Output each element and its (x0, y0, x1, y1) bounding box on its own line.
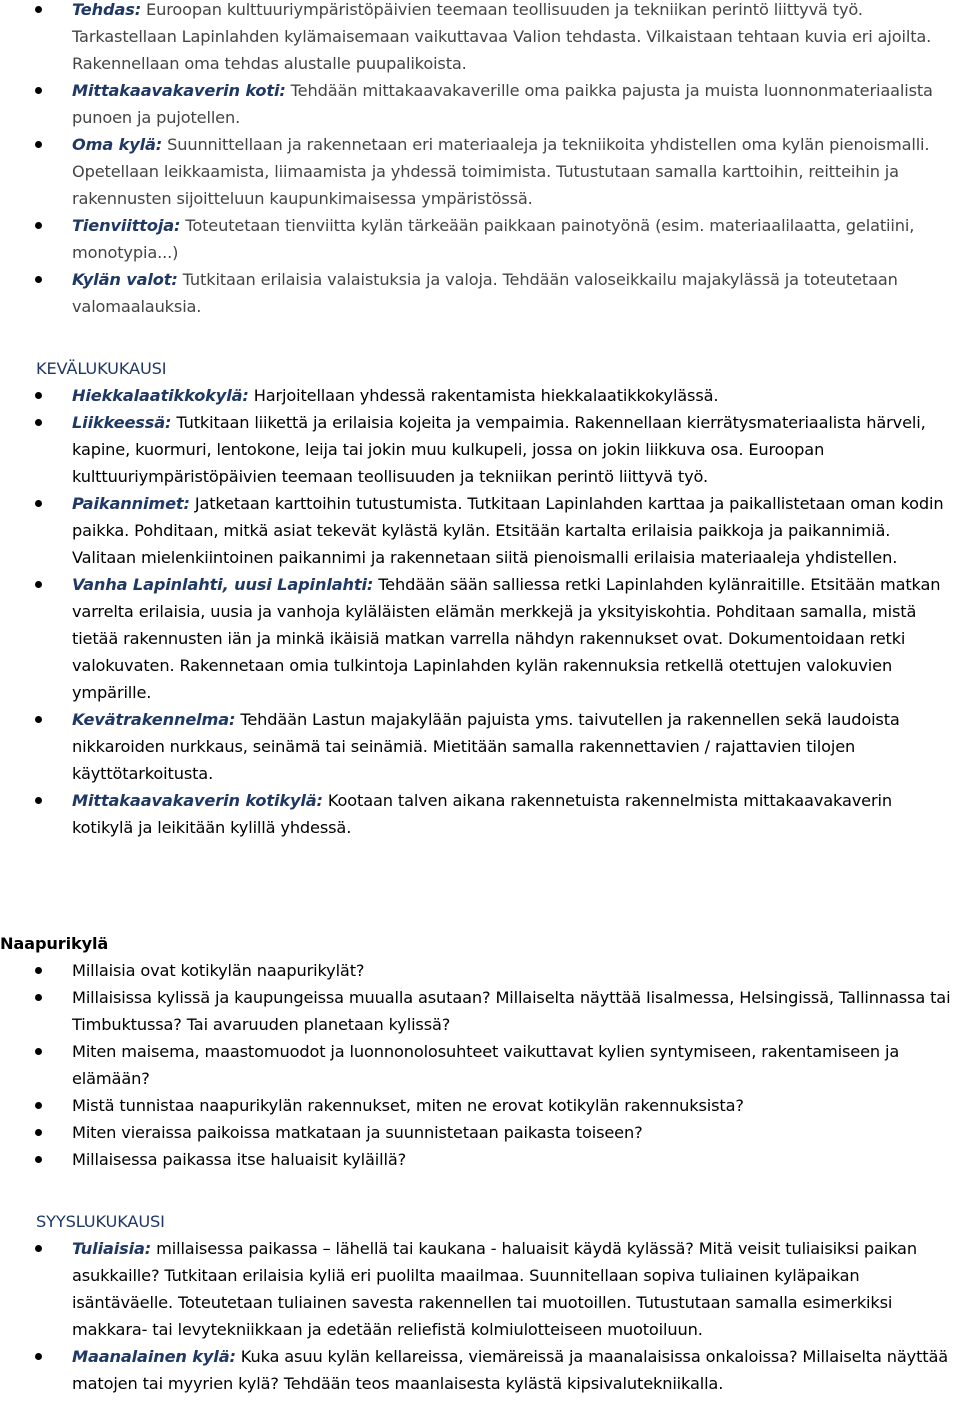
list-item (0, 1343, 960, 1397)
bullet-icon (35, 222, 42, 229)
list-item (0, 1092, 960, 1119)
list-item (0, 1038, 960, 1092)
item-title: Oma kylä: (72, 135, 163, 154)
item-text: Mistä tunnistaa naapurikylän rakennukset, miten ne erovat kotikylän rakennuksista? (72, 1096, 744, 1115)
bullet-icon (35, 1048, 42, 1055)
item-text: Miten vieraissa paikoissa matkataan ja suunnistetaan paikasta toiseen? (72, 1123, 643, 1142)
list-item (0, 0, 960, 77)
item-title: Maanalainen kylä: (72, 1347, 236, 1366)
item-text: Millaisissa kylissä ja kaupungeissa muualla asutaan? Millaiselta näyttää Iisalmessa, Helsingissä, Tallinnassa tai Timbuktussa? Tai avaruuden planetaan kylissä? (72, 988, 951, 1034)
item-text: Tehdään sään salliessa retki Lapinlahden kylänraitille. Etsitään matkan varrelta erilaisia, uusia ja vanhoja kyläläisten elämän merkkejä ja yksityiskohtia. Pohditaan samalla, mistä tietää rakennusten iän ja minkä ikäisiä matkan varrella nähdyn rakennukset ovat. Dokumentoidaan retki valokuvaten. Rakennetaan omia tulkintoja Lapinlahden kylän rakennuksia retkellä otettujen valokuvien ympärille. (72, 575, 941, 702)
list-item (0, 571, 960, 706)
list-item (0, 77, 960, 131)
bullet-icon (35, 1156, 42, 1163)
list-item (0, 212, 960, 266)
bullet-icon (35, 6, 42, 13)
spring-term-section (0, 355, 960, 841)
item-title: Vanha Lapinlahti, uusi Lapinlahti: (72, 575, 374, 594)
list-item (0, 382, 960, 409)
item-title: Tehdas: (72, 0, 142, 19)
list-item (0, 1235, 960, 1343)
bullet-icon (35, 994, 42, 1001)
list-item (0, 266, 960, 320)
list-item (0, 490, 960, 571)
list-item (0, 1146, 960, 1173)
item-title: Hiekkalaatikkokylä: (72, 386, 249, 405)
bullet-icon (35, 141, 42, 148)
item-text: Tutkitaan liikettä ja erilaisia kojeita ja vempaimia. Rakennellaan kierrätysmateriaalista härveli, kapine, kuormuri, lentokone, leija tai jokin muu kulkupeli, jossa on jokin liikkuva osa. Euroopan kulttuuriympäristöpäivien teemaan teollisuuden ja tekniikan perintö liittyvä työ. (72, 413, 926, 486)
list-item (0, 984, 960, 1038)
item-title: Kylän valot: (72, 270, 178, 289)
list-item (0, 1119, 960, 1146)
bullet-icon (35, 87, 42, 94)
item-title: Tuliaisia: (72, 1239, 152, 1258)
bullet-icon (35, 716, 42, 723)
item-title: Mittakaavakaverin kotikylä: (72, 791, 323, 810)
bullet-icon (35, 1245, 42, 1252)
item-text: Millaisia ovat kotikylän naapurikylät? (72, 961, 365, 980)
item-title: Liikkeessä: (72, 413, 172, 432)
bullet-icon (35, 500, 42, 507)
section-heading: SYYSLUKUKAUSI (36, 1212, 165, 1231)
bullet-icon (35, 797, 42, 804)
bullet-icon (35, 967, 42, 974)
item-title: Kevätrakennelma: (72, 710, 236, 729)
bullet-icon (35, 276, 42, 283)
bullet-icon (35, 419, 42, 426)
autumn-term-section (0, 1208, 960, 1397)
bullet-icon (35, 1102, 42, 1109)
section-heading: Naapurikylä (0, 934, 109, 953)
section-heading: KEVÄLUKUKAUSI (36, 359, 167, 378)
item-title: Paikannimet: (72, 494, 190, 513)
neighbour-village-section (0, 930, 960, 1173)
item-text: Jatketaan karttoihin tutustumista. Tutkitaan Lapinlahden karttaa ja paikallistetaan oman kodin paikka. Pohditaan, mitkä asiat tekevät kylästä kylän. Etsitään kartalta erilaisia paikkoja ja paikannimiä. Valitaan mielenkiintoinen paikannimi ja rakennetaan siitä pienoismalli erilaisia materiaaleja yhdistellen. (72, 494, 944, 567)
item-title: Mittakaavakaverin koti: (72, 81, 286, 100)
item-text: Harjoitellaan yhdessä rakentamista hiekkalaatikkokylässä. (248, 386, 719, 405)
item-title: Tienviittoja: (72, 216, 181, 235)
item-text: Kootaan talven aikana rakennetuista rakennelmista mittakaavakaverin kotikylä ja leikitään kylillä yhdessä. (72, 791, 892, 837)
bullet-icon (35, 392, 42, 399)
item-text: Suunnittellaan ja rakennetaan eri materiaaleja ja tekniikoita yhdistellen oma kylän pienoismalli. Opetellaan leikkaamista, liimaamista ja yhdessä toimimista. Tutustutaan samalla karttoihin, reitteihin ja rakennusten sijoitteluun kaupunkimaisessa ympäristössä. (72, 135, 930, 208)
list-item (0, 957, 960, 984)
item-text: Tehdään Lastun majakylään pajuista yms. taivutellen ja rakennellen sekä laudoista nikkaroiden nurkkaus, seinämä tai seinämiä. Mietitään samalla rakennettavien / rajattavien tilojen käyttötarkoitusta. (72, 710, 900, 783)
item-text: Euroopan kulttuuriympäristöpäivien teemaan teollisuuden ja tekniikan perintö liittyvä työ. Tarkastellaan Lapinlahden kylämaisemaan vaikuttavaa Valion tehdasta. Vilkaistaan tehtaan kuvia eri ajoilta. Rakennellaan oma tehdas alustalle puupalikoista. (72, 0, 932, 73)
list-item (0, 131, 960, 212)
item-text: Toteutetaan tienviitta kylän tärkeään paikkaan painotyönä (esim. materiaalilaatta, gelatiini, monotypia...) (72, 216, 915, 262)
item-text: Kuka asuu kylän kellareissa, viemäreissä ja maanalaisissa onkaloissa? Millaiselta näyttää matojen tai myyrien kylä? Tehdään teos maanlaisesta kylästä kipsivalutekniikalla. (72, 1347, 949, 1393)
list-item (0, 706, 960, 787)
item-text: Miten maisema, maastomuodot ja luonnonolosuhteet vaikuttavat kylien syntymiseen, rakentamiseen ja elämään? (72, 1042, 900, 1088)
activities-list-top (0, 0, 960, 320)
bullet-icon (35, 1129, 42, 1136)
item-text: millaisessa paikassa – lähellä tai kaukana - haluaisit käydä kylässä? Mitä veisit tuliaisiksi paikan asukkaille? Tutkitaan erilaisia kyliä eri puolilta maailmaa. Suunnitellaan sopiva tuliainen kyläpaikan isäntäväelle. Toteutetaan tuliainen savesta rakennellen tai muotoillen. Tutustutaan samalla esimerkiksi makkara- tai levytekniikkaan ja edetään reliefistä kolmiulotteiseen muotoiluun. (72, 1239, 917, 1339)
item-text: Tutkitaan erilaisia valaistuksia ja valoja. Tehdään valoseikkailu majakylässä ja toteutetaan valomaalauksia. (72, 270, 898, 316)
item-text: Millaisessa paikassa itse haluaisit kyläillä? (72, 1150, 407, 1169)
bullet-icon (35, 581, 42, 588)
item-text: Tehdään mittakaavakaverille oma paikka pajusta ja muista luonnonmateriaalista punoen ja pujotellen. (72, 81, 933, 127)
list-item (0, 787, 960, 841)
list-item (0, 409, 960, 490)
bullet-icon (35, 1353, 42, 1360)
